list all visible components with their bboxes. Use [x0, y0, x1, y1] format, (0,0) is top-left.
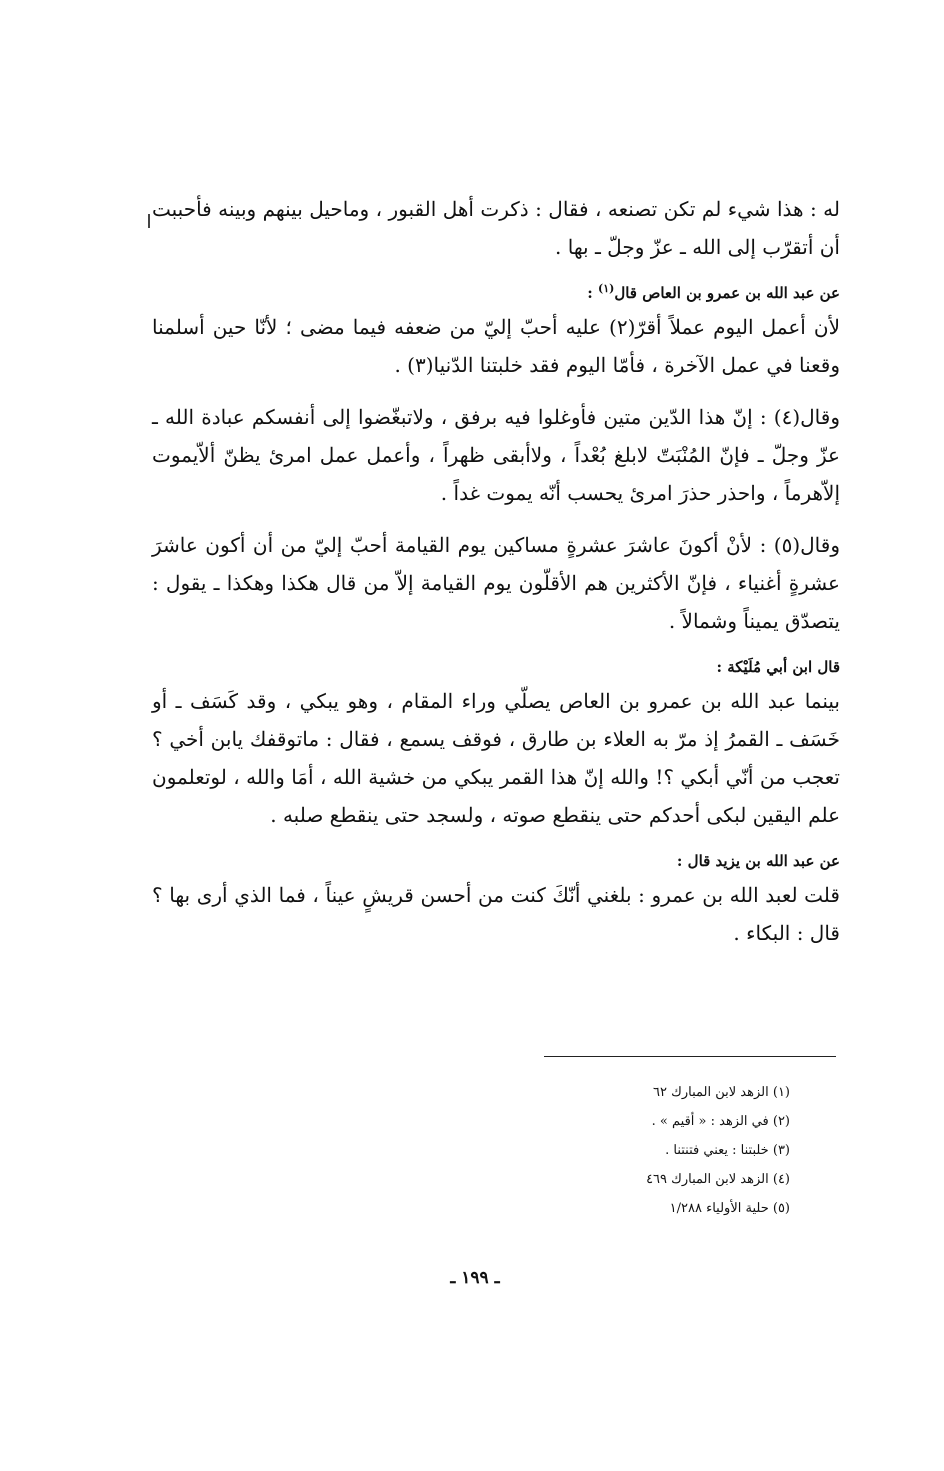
page-body — [152, 190, 840, 966]
margin-mark — [148, 214, 150, 228]
paragraph-4: وقال(٥) : لأنْ أكونَ عاشرَ عشرةٍ مساكين يوم القيامة أحبّ إليّ من أن أكون عاشرَ عشرةٍ أغنياء ، فإنّ الأكثرين هم الأقلّون يوم القيامة إلاّ من قال هكذا وهكذا ـ يقول : يتصدّق يميناً وشمالاً . — [152, 533, 840, 633]
paragraph-1: له : هذا شيء لم تكن تصنعه ، فقال : ذكرت أهل القبور ، وماحيل بينهم وبينه فأحببت أن أتقرّب إلى الله ـ عزّ وجلّ ـ بها . — [152, 197, 840, 259]
footnote-5: (٥) حلية الأولياء ١/٢٨٨ — [669, 1201, 790, 1216]
footnote-divider — [544, 1056, 836, 1057]
paragraph-3: وقال(٤) : إنّ هذا الدّين متين فأوغلوا فيه برفق ، ولاتبغّضوا إلى أنفسكم عبادة الله ـ عزّ وجلّ ـ فإنّ المُنْبَتّ لابلغ بُعْداً ، ولاأبقى ظهراً ، وأعمل عمل امرئ يظنّ ألاّيموت إلاّهرماً ، واحذر حذرَ امرئ يحسب أنّه يموت غداً . — [152, 405, 840, 505]
footnote-ref-1: (١) — [597, 282, 615, 295]
section-heading-2: قال ابن أبي مُلَيْكة : — [716, 658, 840, 676]
footnotes — [560, 1078, 790, 1223]
page-number: ـ ١٩٩ ـ — [450, 1268, 500, 1288]
section-heading-1 — [152, 280, 840, 306]
footnote-1: (١) الزهد لابن المبارك ٦٢ — [653, 1085, 790, 1100]
paragraph-2: لأن أعمل اليوم عملاً أقرّ(٢) عليه أحبّ إليّ من ضعفه فيما مضى ؛ لأنّا حين أسلمنا وقعنا في عمل الآخرة ، فأمّا اليوم فقد خلبتنا الدّنيا(٣) . — [152, 315, 840, 377]
paragraph-6: قلت لعبد الله بن عمرو : بلغني أنّكَ كنت من أحسن قريشٍ عيناً ، فما الذي أرى بها ؟ قال : البكاء . — [152, 883, 840, 945]
footnote-4: (٤) الزهد لابن المبارك ٤٦٩ — [646, 1172, 790, 1187]
footnote-3: (٣) خلبتنا : يعني فتنتنا . — [665, 1143, 790, 1158]
footnote-2: (٢) في الزهد : « أقيم » . — [651, 1114, 790, 1129]
paragraph-5: بينما عبد الله بن عمرو بن العاص يصلّي وراء المقام ، وهو يبكي ، وقد كَسَف ـ أو خَسَف ـ القمرُ إذ مرّ به العلاء بن طارق ، فوقف يسمع ، فقال : ماتوقفك يابن أخي ؟ تعجب من أنّي أبكي ؟! والله إنّ هذا القمر يبكي من خشية الله ، أمَا والله ، لوتعلمون علم اليقين لبكى أحدكم حتى ينقطع صوته ، ولسجد حتى ينقطع صلبه . — [152, 689, 840, 827]
section-heading-1-text: عن عبد الله بن عمرو بن العاص قال — [614, 284, 840, 302]
section-heading-3: عن عبد الله بن يزيد قال : — [676, 852, 840, 870]
section-heading-1-colon: : — [587, 284, 598, 302]
